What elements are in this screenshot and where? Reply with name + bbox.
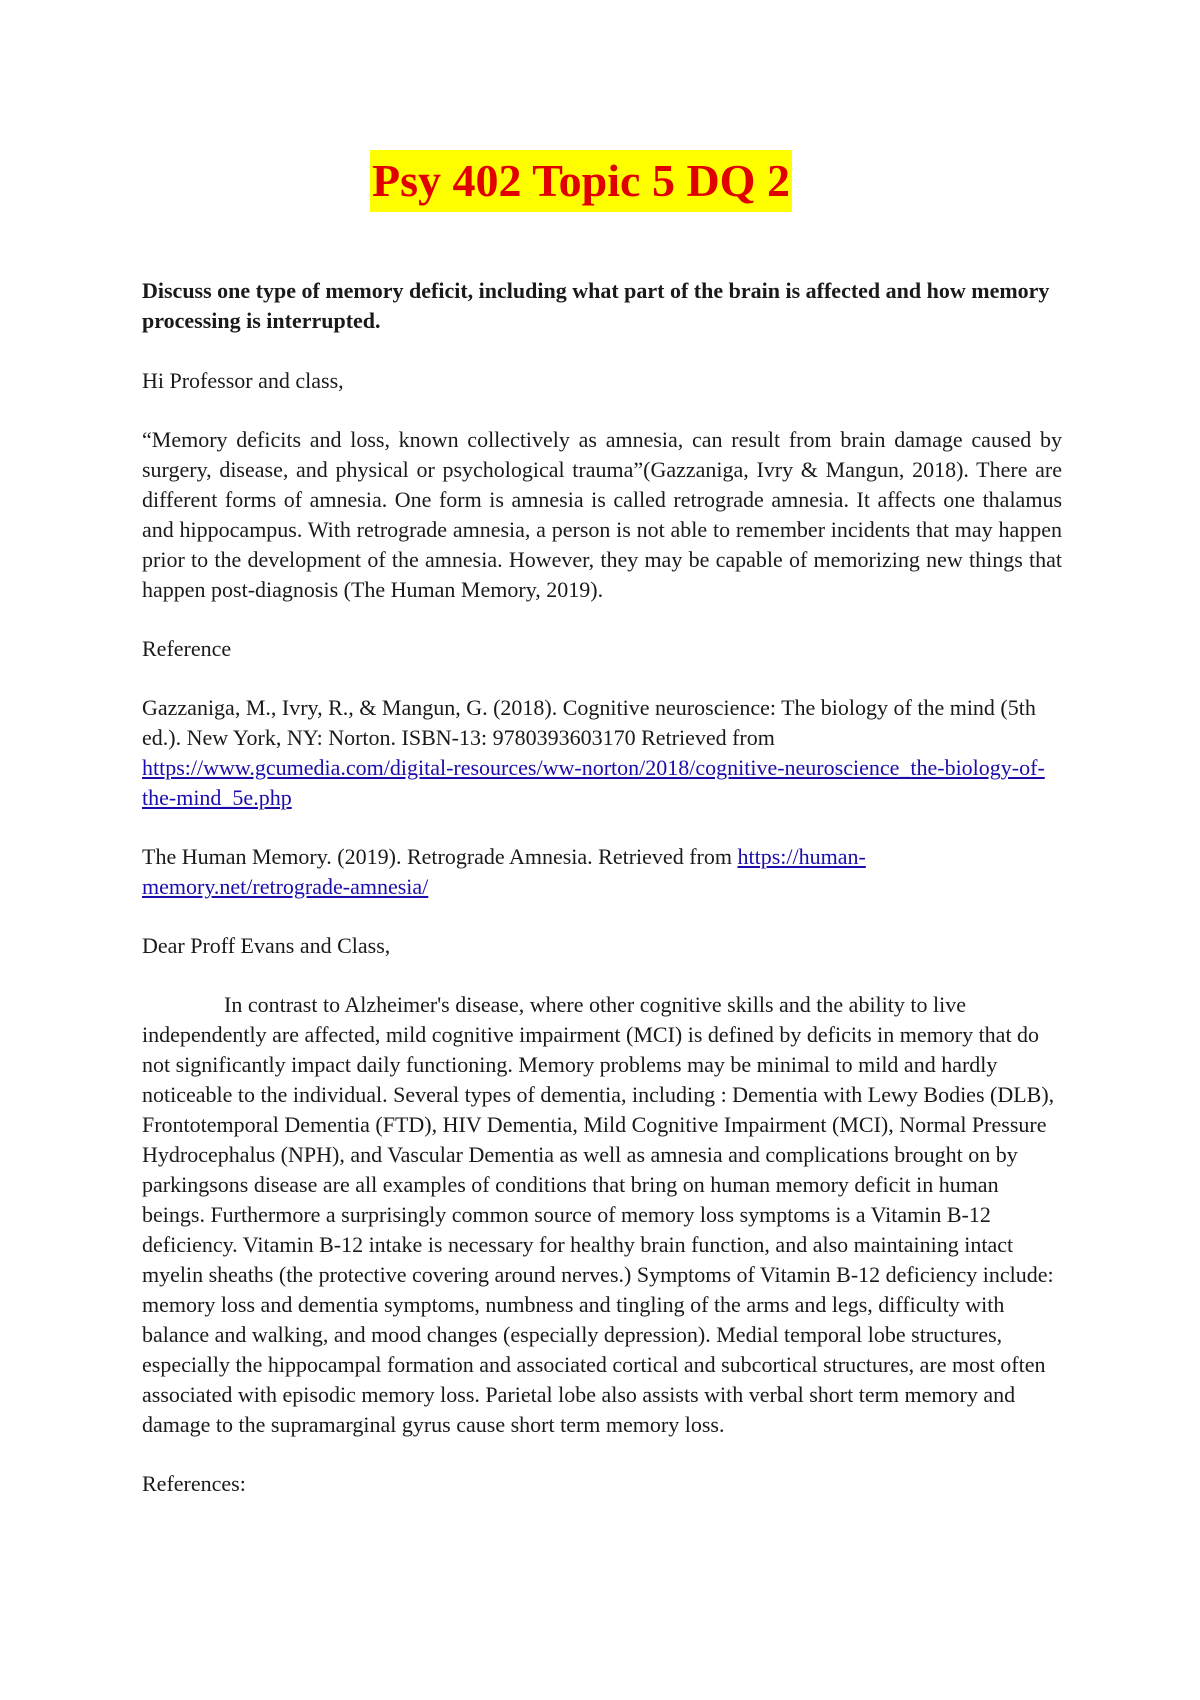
reference-entry-gazzaniga [142, 693, 1062, 813]
reference-entry-human-memory [142, 842, 1062, 902]
post2-greeting: Dear Proff Evans and Class, [142, 933, 391, 958]
page-title: Psy 402 Topic 5 DQ 2 [370, 150, 792, 212]
document-page [142, 150, 1062, 1528]
reference-text: Gazzaniga, M., Ivry, R., & Mangun, G. (2018). Cognitive neuroscience: The biology of the mind (5th ed.). New York, NY: Norton. ISBN-13: 9780393603170 Retrieved from [142, 695, 1036, 750]
title-container [142, 150, 1062, 212]
post1-body: “Memory deficits and loss, known collectively as amnesia, can result from brain damage caused by surgery, disease, and physical or psychological trauma”(Gazzaniga, Ivry & Mangun, 2018). There are different forms of amnesia. One form is amnesia is called retrograde amnesia. It affects one thalamus and hippocampus. With retrograde amnesia, a person is not able to remember incidents that may happen prior to the development of the amnesia. However, they may be capable of memorizing new things that happen post-diagnosis (The Human Memory, 2019). [142, 427, 1062, 602]
discussion-question: Discuss one type of memory deficit, including what part of the brain is affected and how memory processing is interrupted. [142, 278, 1050, 333]
reference-link-human-memory[interactable]: https://human-memory.net/retrograde-amnesia/ [142, 844, 866, 899]
reference-text: The Human Memory. (2019). Retrograde Amnesia. Retrieved from [142, 844, 738, 869]
reference-link-gcumedia[interactable]: https://www.gcumedia.com/digital-resources/ww-norton/2018/cognitive-neuroscience_the-biology-of-the-mind_5e.php [142, 755, 1045, 810]
post2-references-heading: References: [142, 1471, 246, 1496]
post1-reference-heading: Reference [142, 636, 232, 661]
post1-greeting: Hi Professor and class, [142, 368, 344, 393]
post2-body: In contrast to Alzheimer's disease, where other cognitive skills and the ability to live independently are affected, mild cognitive impairment (MCI) is defined by deficits in memory that do not significantly impact daily functioning. Memory problems may be minimal to mild and hardly noticeable to the individual. Several types of dementia, including : Dementia with Lewy Bodies (DLB), Frontotemporal Dementia (FTD), HIV Dementia, Mild Cognitive Impairment (MCI), Normal Pressure Hydrocephalus (NPH), and Vascular Dementia as well as amnesia and complications brought on by parkingsons disease are all examples of conditions that bring on human memory deficit in human beings. Furthermore a surprisingly common source of memory loss symptoms is a Vitamin B-12 deficiency. Vitamin B-12 intake is necessary for healthy brain function, and also maintaining intact myelin sheaths (the protective covering around nerves.) Symptoms of Vitamin B-12 deficiency include: memory loss and dementia symptoms, numbness and tingling of the arms and legs, difficulty with balance and walking, and mood changes (especially depression). Medial temporal lobe structures, especially the hippocampal formation and associated cortical and subcortical structures, are most often associated with episodic memory loss. Parietal lobe also assists with verbal short term memory and damage to the supramarginal gyrus cause short term memory loss. [142, 992, 1055, 1437]
